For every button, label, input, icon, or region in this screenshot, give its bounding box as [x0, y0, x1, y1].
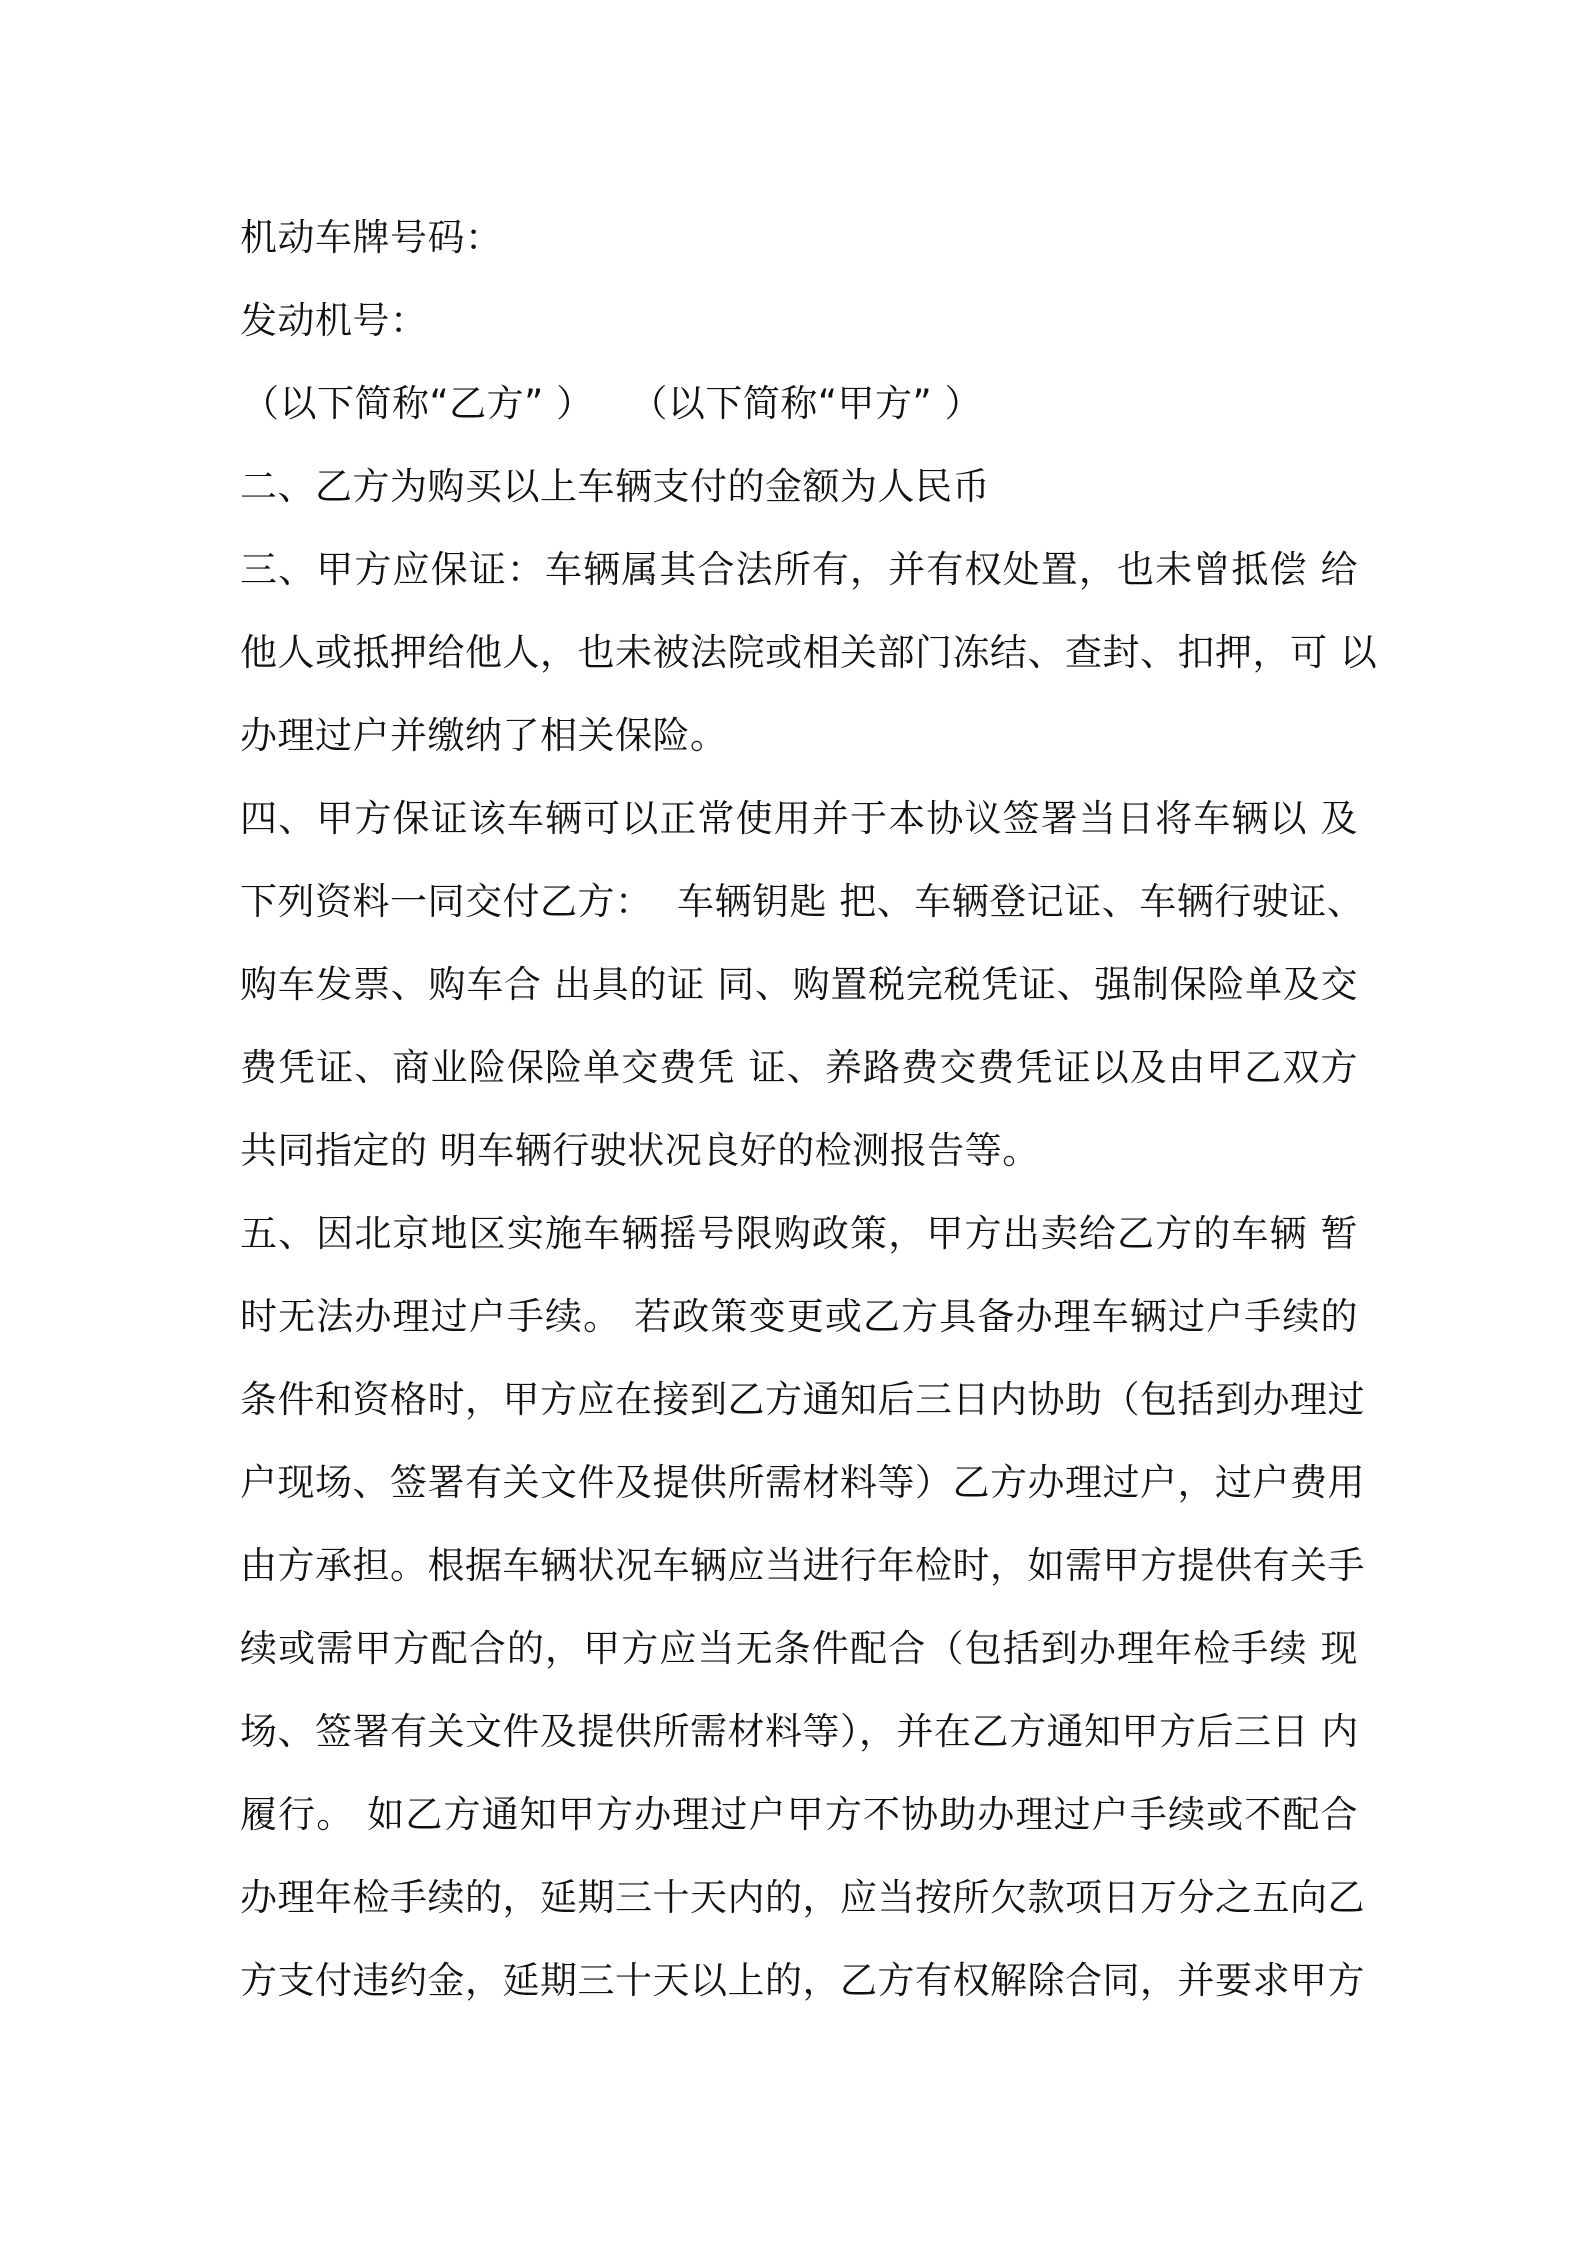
text-line-engine-number: 发动机号： [240, 299, 428, 342]
text-line-clause-5-e: 由方承担。根据车辆状况车辆应当进行年检时，如需甲方提供有关手 [240, 1544, 1365, 1587]
text-line-clause-5-a: 五、因北京地区实施车辆摇号限购政策，甲方出卖给乙方的车辆 暂 [240, 1212, 1358, 1255]
text-line-clause-4-b: 下列资料一同交付乙方： 车辆钥匙 把、车辆登记证、车辆行驶证、 [240, 880, 1365, 923]
text-line-clause-4-a: 四、甲方保证该车辆可以正常使用并于本协议签署当日将车辆以 及 [240, 797, 1358, 840]
text-line-clause-5-c: 条件和资格时，甲方应在接到乙方通知后三日内协助（包括到办理过 [240, 1378, 1365, 1421]
text-line-clause-5-j: 方支付违约金，延期三十天以上的，乙方有权解除合同，并要求甲方 [240, 1959, 1365, 2002]
text-line-party-names: （以下简称“乙方” ） （以下简称“甲方” ） [242, 382, 982, 425]
text-line-clause-5-g: 场、签署有关文件及提供所需材料等），并在乙方通知甲方后三日 内 [240, 1710, 1359, 1753]
text-line-clause-2: 二、乙方为购买以上车辆支付的金额为人民币 [240, 465, 990, 508]
text-line-clause-4-d: 费凭证、商业险保险单交费凭 证、养路费交费凭证以及由甲乙双方 [240, 1046, 1358, 1089]
text-line-license-plate: 机动车牌号码： [240, 216, 503, 259]
text-line-clause-3-a: 三、甲方应保证：车辆属其合法所有，并有权处置，也未曾抵偿 给 [240, 548, 1358, 591]
document-body [240, 196, 1378, 2022]
text-line-clause-3-c: 办理过户并缴纳了相关保险。 [240, 714, 728, 757]
text-line-clause-4-c: 购车发票、购车合 出具的证 同、购置税完税凭证、强制保险单及交 [240, 963, 1358, 1006]
text-line-clause-4-e: 共同指定的 明车辆行驶状况良好的检测报告等。 [240, 1129, 1040, 1172]
text-line-clause-5-b: 时无法办理过户手续。 若政策变更或乙方具备办理车辆过户手续的 [240, 1295, 1358, 1338]
text-line-clause-5-f: 续或需甲方配合的，甲方应当无条件配合（包括到办理年检手续 现 [240, 1627, 1358, 1670]
text-line-clause-5-h: 履行。 如乙方通知甲方办理过户甲方不协助办理过户手续或不配合 [240, 1793, 1358, 1836]
text-line-clause-5-i: 办理年检手续的，延期三十天内的，应当按所欠款项日万分之五向乙 [240, 1876, 1365, 1919]
text-line-clause-3-b: 他人或抵押给他人，也未被法院或相关部门冻结、查封、扣押，可 以 [240, 631, 1378, 674]
text-line-clause-5-d: 户现场、签署有关文件及提供所需材料等）乙方办理过户，过户费用 [240, 1461, 1365, 1504]
